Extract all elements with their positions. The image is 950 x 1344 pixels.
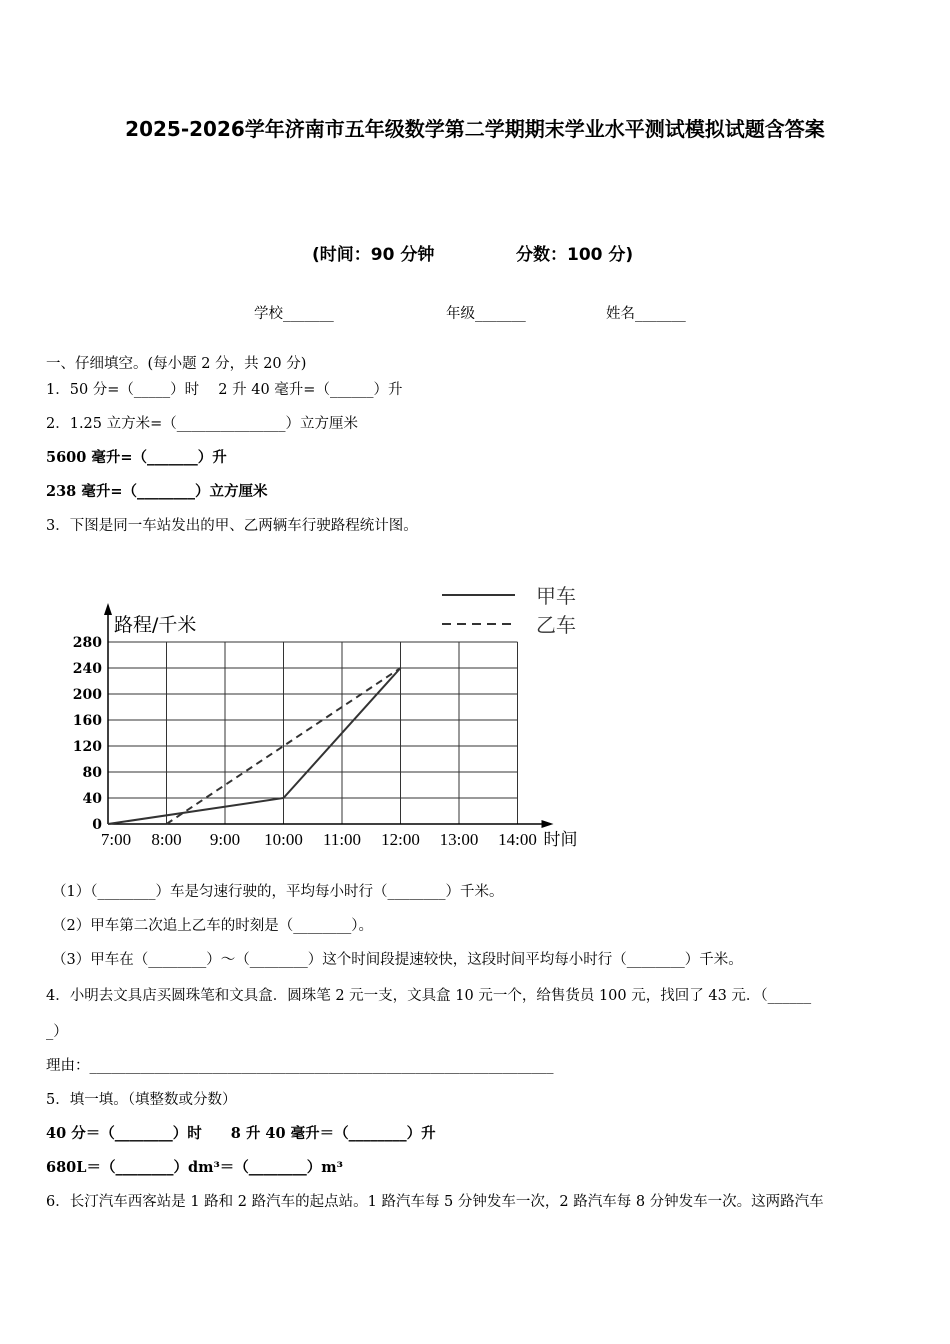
y-tick-label: 120 <box>72 739 102 755</box>
question-2a: 2．1.25 立方米=（_______________）立方厘米 <box>46 416 359 432</box>
y-tick-label: 40 <box>82 791 102 807</box>
question-3-1: （1）（________）车是匀速行驶的，平均每小时行（________）千米。 <box>52 884 504 900</box>
question-4-reason: 理由：________________________________________________________________ <box>46 1058 554 1074</box>
legend-label: 甲车 <box>536 584 576 608</box>
question-3: 3．下图是同一车站发出的甲、乙两辆车行驶路程统计图。 <box>46 518 418 534</box>
question-5b: 680L＝（________）dm³＝（________）m³ <box>46 1159 343 1176</box>
y-tick-label: 0 <box>92 817 102 833</box>
x-tick-label: 10:00 <box>264 830 303 849</box>
page-title: 2025-2026学年济南市五年级数学第二学期期末学业水平测试模拟试题含答案 <box>125 117 825 141</box>
legend-label: 乙车 <box>536 613 576 637</box>
x-tick-label: 13:00 <box>439 830 479 849</box>
question-5a: 40 分＝（________）时 8 升 40 毫升＝（________）升 <box>46 1125 436 1142</box>
y-axis-arrow <box>104 603 112 615</box>
x-tick-label: 7:00 <box>100 830 132 849</box>
section-heading: 一、仔细填空。(每小题 2 分，共 20 分) <box>46 356 307 372</box>
grade-field: 年级_______ <box>446 306 526 322</box>
y-tick-label: 200 <box>72 687 102 703</box>
question-3-2: （2）甲车第二次追上乙车的时刻是（________）。 <box>52 918 373 934</box>
question-2c: 238 毫升=（________）立方厘米 <box>46 483 268 500</box>
question-2b: 5600 毫升=（_______）升 <box>46 449 227 466</box>
y-tick-label: 240 <box>72 661 102 677</box>
y-axis-label: 路程/千米 <box>114 614 197 636</box>
x-axis-arrow <box>542 820 554 828</box>
distance-chart <box>60 575 660 855</box>
x-tick-label: 12:00 <box>381 830 420 849</box>
y-tick-label: 280 <box>72 635 102 651</box>
x-tick-label: 14:00 <box>498 830 537 849</box>
question-3-3: （3）甲车在（________）～（________）这个时间段提速较快，这段时间平均每小时行（________）千米。 <box>52 952 743 968</box>
x-tick-label: 9:00 <box>209 830 241 849</box>
school-field: 学校_______ <box>254 306 334 322</box>
x-tick-label: 8:00 <box>151 830 182 849</box>
question-1: 1．50 分=（_____）时 2 升 40 毫升=（______）升 <box>46 382 403 398</box>
question-5: 5．填一填。（填整数或分数） <box>46 1092 237 1108</box>
exam-time: (时间：90 分钟 <box>312 245 435 265</box>
y-tick-label: 160 <box>72 713 102 729</box>
name-field: 姓名_______ <box>606 306 686 322</box>
exam-score: 分数：100 分) <box>516 245 634 265</box>
x-tick-label: 11:00 <box>322 830 362 849</box>
y-tick-label: 80 <box>82 765 102 781</box>
x-axis-label: 时间 <box>543 830 578 850</box>
question-4-cont: _） <box>46 1024 68 1040</box>
question-4: 4．小明去文具店买圆珠笔和文具盒．圆珠笔 2 元一支，文具盒 10 元一个，给售货员 100 元，找回了 43 元．（______ <box>46 988 812 1004</box>
question-6: 6．长汀汽车西客站是 1 路和 2 路汽车的起点站。1 路汽车每 5 分钟发车一次，2 路汽车每 8 分钟发车一次。这两路汽车 <box>46 1194 824 1210</box>
